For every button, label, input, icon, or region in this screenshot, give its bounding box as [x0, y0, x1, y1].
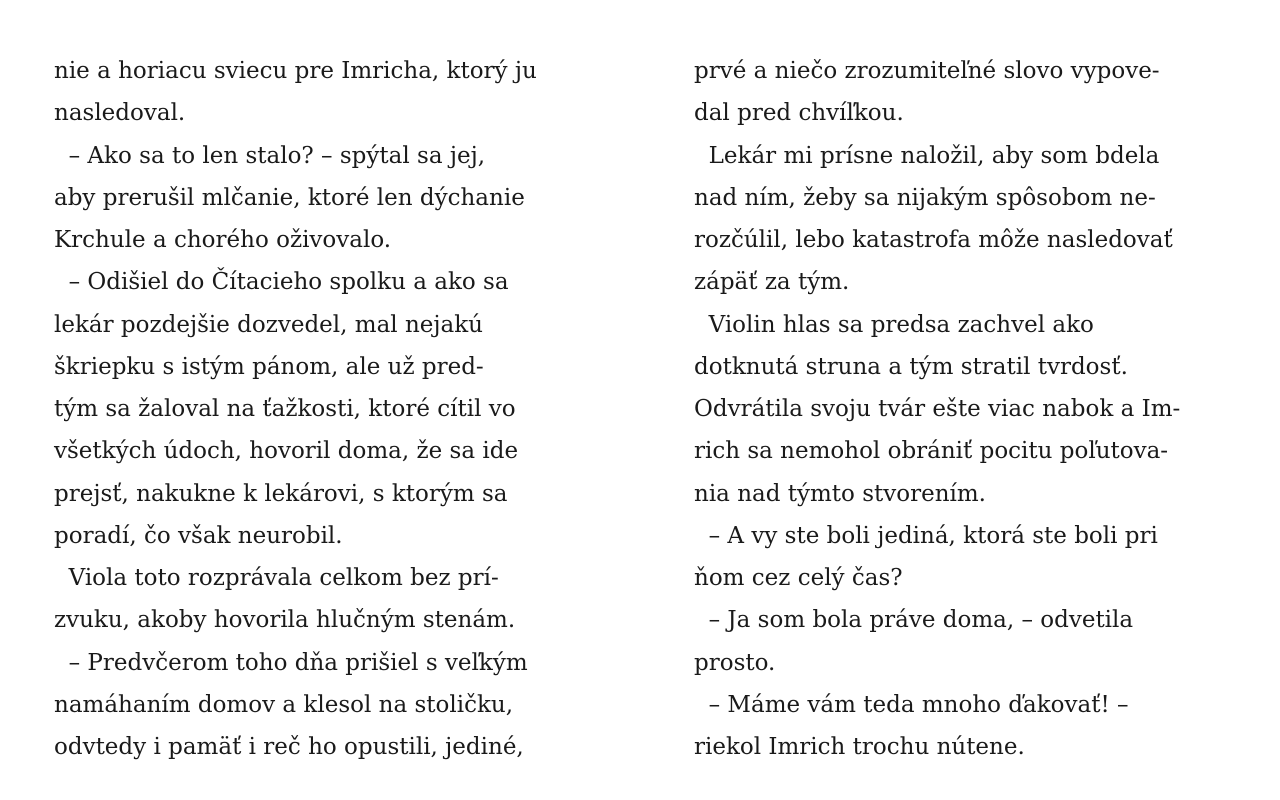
text-line: prosto.: [694, 649, 776, 676]
text-line: namáhaním domov a klesol na stoličku,: [54, 691, 514, 718]
text-line: – Ja som bola práve doma, – odvetila: [694, 607, 1134, 634]
text-line: škriepku s istým pánom, ale už pred-: [54, 353, 484, 380]
text-line: ňom cez celý čas?: [694, 565, 903, 591]
text-line: Violin hlas sa predsa zachvel ako: [694, 311, 1094, 338]
text-line: – Ako sa to len stalo? – spýtal sa jej,: [54, 142, 486, 169]
text-line: dotknutá struna a tým stratil tvrdosť.: [694, 353, 1128, 380]
text-line: odvtedy i pamäť i reč ho opustili, jediné,: [54, 734, 524, 760]
text-line: nasledoval.: [54, 100, 186, 127]
text-line: aby prerušil mlčanie, ktoré len dýchanie: [54, 184, 525, 211]
left-page: [54, 50, 614, 768]
text-line: lekár pozdejšie dozvedel, mal nejakú: [54, 311, 483, 338]
text-line: rozčúlil, lebo katastrofa môže nasledovať: [694, 227, 1173, 253]
text-line: Lekár mi prísne naložil, aby som bdela: [694, 142, 1160, 169]
text-line: rich sa nemohol obrániť pocitu poľutova-: [694, 438, 1169, 465]
text-line: – Máme vám teda mnoho ďakovať! –: [694, 691, 1129, 718]
text-line: – A vy ste boli jediná, ktorá ste boli pri: [694, 522, 1158, 549]
text-line: tým sa žaloval na ťažkosti, ktoré cítil vo: [54, 396, 516, 422]
text-line: nie a horiacu sviecu pre Imricha, ktorý ju: [54, 58, 537, 84]
text-line: nad ním, žeby sa nijakým spôsobom ne-: [694, 184, 1156, 211]
text-line: – Predvčerom toho dňa prišiel s veľkým: [54, 649, 528, 676]
text-line: zápäť za tým.: [694, 269, 850, 296]
text-line: prejsť, nakukne k lekárovi, s ktorým sa: [54, 480, 508, 507]
text-line: Krchule a chorého oživovalo.: [54, 227, 392, 253]
text-line: Odvrátila svoju tvár ešte viac nabok a Im-: [694, 396, 1181, 422]
text-line: poradí, čo však neurobil.: [54, 522, 343, 549]
text-line: nia nad týmto stvorením.: [694, 480, 986, 507]
text-line: Viola toto rozprávala celkom bez prí-: [54, 565, 499, 591]
text-line: – Odišiel do Čítacieho spolku a ako sa: [54, 269, 509, 296]
text-line: riekol Imrich trochu nútene.: [694, 734, 1025, 760]
right-page: [694, 50, 1254, 768]
text-line: zvuku, akoby hovorila hlučným stenám.: [54, 607, 516, 634]
text-line: všetkých údoch, hovoril doma, že sa ide: [54, 438, 519, 465]
text-line: dal pred chvíľkou.: [694, 100, 904, 127]
text-line: prvé a niečo zrozumiteľné slovo vypove-: [694, 58, 1160, 84]
